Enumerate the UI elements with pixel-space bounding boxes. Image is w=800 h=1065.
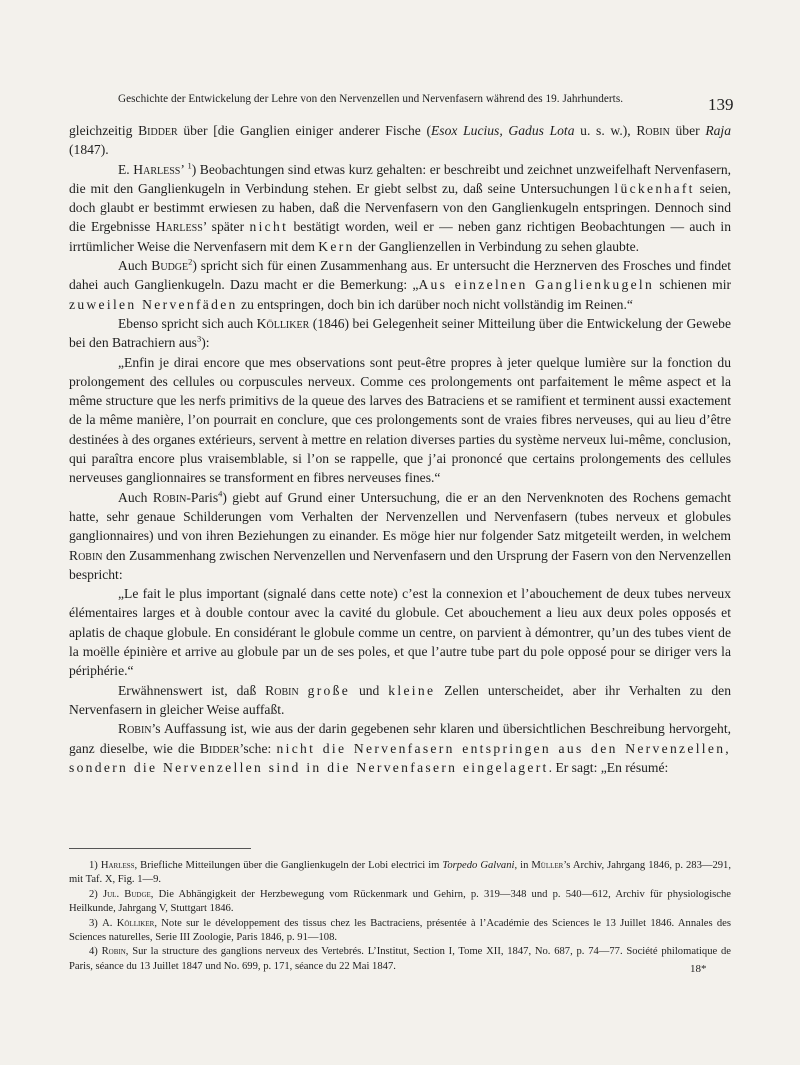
spaced-emphasis: Aus einzelnen Ganglienkugeln [418,277,655,293]
author-name: Bidder [199,740,240,756]
author-name: Robin [118,721,152,737]
author-name: Robin [265,682,299,698]
paragraph-8: Erwähnenswert ist, daß Robin große und kleine Zellen unterscheidet, aber ihr Verhalten zu den Nervenfasern in gleicher Weise auffaßt. [69,682,732,717]
footnote-1: 1) Harless, Briefliche Mitteilungen über die Ganglienkugeln der Lobi electrici im Torpedo Galvani, in Müller’s Archiv, Jahrgang 1846, p. 283—291, mit Taf. X, Fig. 1—9. [69,860,731,886]
author-name: Bidder [138,123,178,138]
species-name: Raja [705,123,732,138]
spaced-emphasis: kleine [388,682,436,698]
footnote-4: 4) Robin, Sur la structure des ganglions nerveux des Vertebrés. L’Institut, Section I, Tome XII, 1847, No. 687, p. 74—77. Société philomatique de Paris, séance du 13 Juillet 1847 und No. 699, p. 171, séance du 22 Mai 1847. [69,946,731,972]
spaced-emphasis: lückenhaft [614,180,695,196]
spaced-emphasis: große [307,682,351,698]
author-name: A. Kölliker [102,917,155,929]
quote-kolliker: „Enfin je dirai encore que mes observations sont peut-être propres à jeter quelque lumière sur la fonction du prolongement des cellules ou corpuscules nerveux. Comme ces prolongements ont parfaitement le même aspect et la même structure que les nerfs primitivs de la queue des larves des Batraciens et se ramifient et terminent aussi exactement de la même manière, l’on pourrait en conclure, que ces prolongements sont de vraies fibres nerveuses, qui au lieu d’être destinées à des organes extérieurs, servent à mettre en relation diverses parties du système nerveux lui-même, conclusion, qui paraîtra encore plus vraisemblable, si l’on se rappelle, que j’ai prononcé que certains prolongements des cellules nerveuses ganglionnaires se transforment en fibres nerveuses fines.“ [69,354,731,486]
footnote-rule [69,848,251,849]
footnote-2: 2) Jul. Budge, Die Abhängigkeit der Herzbewegung vom Rückenmark und Gehirn, p. 319—348 und p. 540—612, Archiv für physiologische Heilkunde, Jahrgang V, Stuttgart 1846. [69,888,731,915]
footnote-3: 3) A. Kölliker, Note sur le développement des tissus chez les Bactraciens, présentée à l’Académie des Sciences le 13 Juillet 1846. Annales des Sciences naturelles, Serie III Zoologie, Paris 1846, p. 91—108. [69,917,732,944]
main-text [69,121,731,777]
author-name: Harless [155,219,203,235]
author-name: Robin [636,123,670,138]
paragraph-3: Auch Budge$^2$) spricht sich für einen Zusammenhang aus. Er untersucht die Herznerven des Frosches und findet dahei auch Ganglienkugeln. Dazu macht er die Bemerkung: „Aus einzelnen Ganglienkugeln schienen mir zuweilen Nervenfäden zu entspringen, doch bin ich darüber noch nicht vollständig im Reinen.“ [69,256,732,312]
paragraph-6: Auch Robin-Paris$^4$) giebt auf Grund einer Untersuchung, die er an den Nervenknoten des Rochens gemacht hatte, sehr genaue Schilderungen vom Verhalten der Nervenzellen und Nervenfasern (tubes nerveux et globules ganglionnaires) und von ihren Beziehungen zu einander. Es möge hier nur folgender Satz mitgeteilt werden, in welchem Robin den Zusammenhang zwischen Nervenzellen und Nervenfasern und den Ursprung der Fasern von den Nervenzellen bespricht: [69,488,732,582]
footnote-ref: 1 [187,160,192,171]
spaced-emphasis: Kern [318,238,355,254]
footnotes [69,859,731,974]
author-name: Budge [151,258,189,274]
spaced-emphasis: nicht [249,219,289,235]
footnote-ref: 2 [188,256,193,267]
page-number: 139 [708,95,734,114]
signature-mark: 18* [690,963,707,975]
author-name: Harless [100,860,135,871]
quote-robin: „Le fait le plus important (signalé dans cette note) c’est la connexion et l’abouchement de deux tubes nerveux élémentaires larges et à double contour avec la cavité du globule. Cet abouchement a lieu aux deux poles opposés et aplatis de chaque globule. En considérant le globule comme un centre, on parvient à démontrer, qu’un des tubes vient de la moëlle épinière et arrive au globule par un de ses poles, et que l’autre tube part du pole opposé pour se diriger vers la périphérie.“ [69,586,731,679]
running-header: Geschichte der Entwickelung der Lehre von den Nervenzellen und Nervenfasern während des 19. Jahrhunderts. [118,93,624,105]
species-name: Torpedo Galvani [442,860,515,871]
paragraph-4: Ebenso spricht sich auch Kölliker (1846) bei Gelegenheit seiner Mitteilung über die Entwickelung der Gewebe bei den Batrachiern aus$^3$): [69,315,732,351]
author-name: Kölliker [256,315,310,331]
species-names: Esox Lucius, Gadus Lota [431,123,575,138]
author-name: Jul. Budge [103,888,151,900]
author-name: Müller [531,860,564,871]
footnote-ref: 3 [196,333,202,344]
paragraph-2: E. Harless’ $^1$) Beobachtungen sind etwas kurz gehalten: er beschreibt und zeichnet unzweifelhaft Nervenfasern, die mit den Ganglienkugeln in Verbindung stehen. Er giebt selbst zu, daß seine Untersuchungen lückenhaft seien, doch glaubt er bestimmt erwiesen zu haben, daß die Nervenfasern von den Ganglienkugeln entspringen. Dennoch sind die Ergebnisse Harless’ später nicht bestätigt worden, weil er — neben ganz richtigen Beobachtungen — auch in irrtümlicher Weise die Nervenfasern mit dem Kern der Ganglienzellen in Verbindung zu sehen glaubte. [69,160,732,254]
spaced-emphasis: zuweilen Nervenfäden [69,296,238,312]
author-name: Robin [152,489,187,505]
author-name: Harless [133,161,181,177]
paragraph-1: gleichzeitig Bidder über [die Ganglien einiger anderer Fische (Esox Lucius, Gadus Lota u. s. w.), Robin über Raja (1847). [69,123,732,158]
author-name: Robin [101,946,126,958]
editorial-bracket: [ [213,123,218,138]
footnote-ref: 4 [218,488,223,499]
paragraph-9: Robin’s Auffassung ist, wie aus der darin gegebenen sehr klaren und übersichtlichen Beschreibung hervorgeht, ganz dieselbe, wie die Bidder’sche: nicht die Nervenfasern entspringen aus den Nervenzellen, sondern die Nervenzellen sind in die Nervenfasern eingelagert. Er sagt: „En résumé: [69,721,731,775]
spaced-emphasis: nicht die Nervenfasern entspringen aus den Nervenzellen, sondern die Nervenzellen sind in die Nervenfasern eingelagert [69,740,731,775]
author-name: Robin [69,547,103,563]
